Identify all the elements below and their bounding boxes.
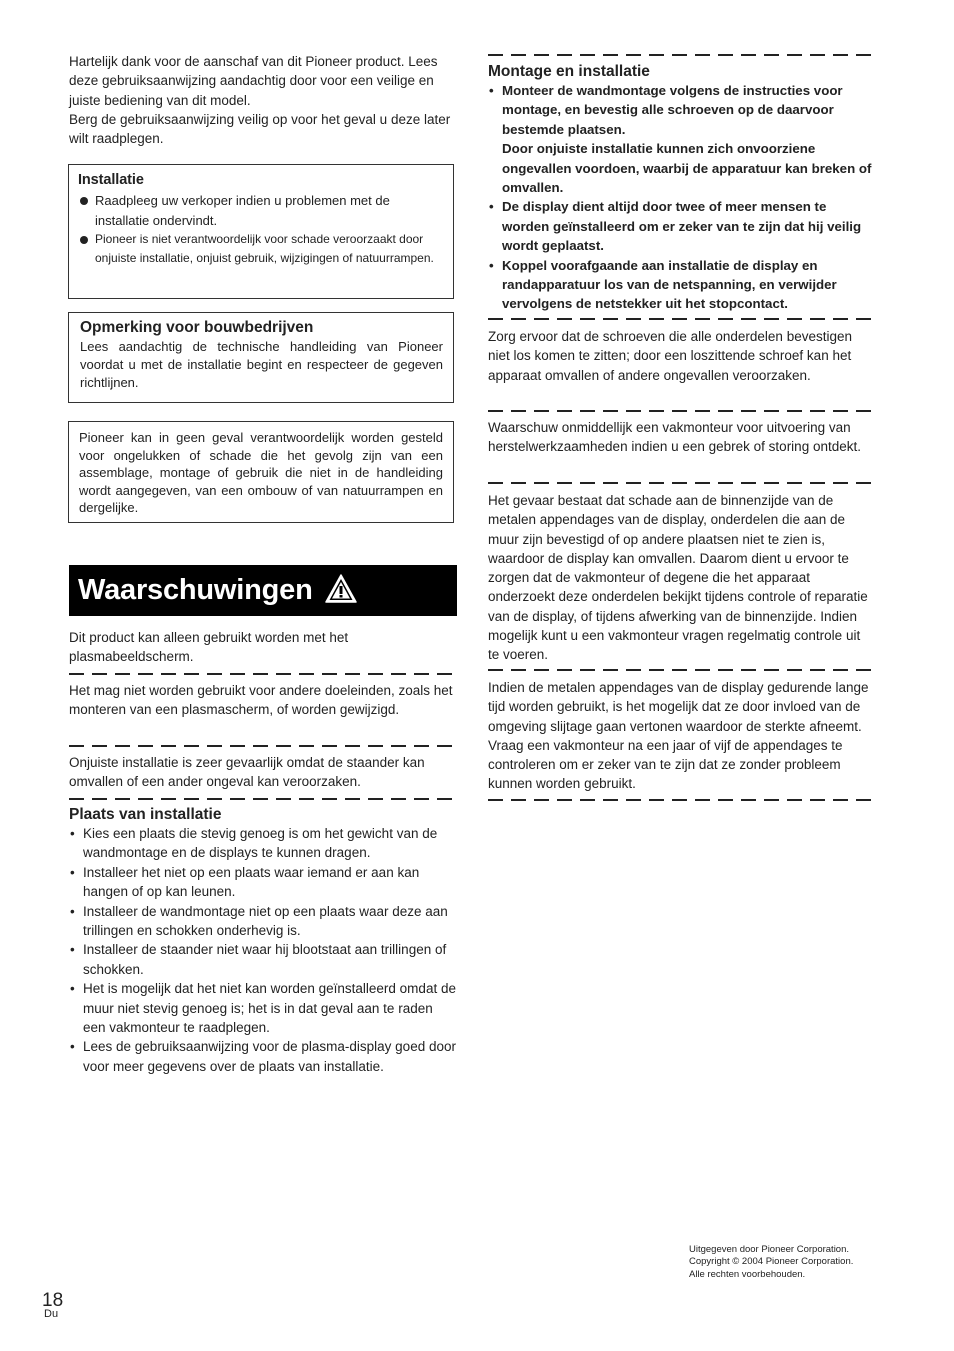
dashed-divider bbox=[488, 410, 874, 412]
list-item: • Installeer de wandmontage niet op een plaats waar deze aan trillingen en schokken onderhevig is. bbox=[69, 902, 457, 941]
bouwbedrijven-box bbox=[68, 312, 454, 403]
bouwbedrijven-text: Lees aandachtig de technische handleiding van Pioneer voordat u met de installatie begint en respecteer de gegeven richtlijnen. bbox=[80, 339, 443, 390]
list-item: • Monteer de wandmontage volgens de instructies voor montage, en bevestig alle schroeven op de daarvoor bestemde plaatsen. Door onjuiste installatie kunnen zich onvoorziene ongevallen voordoen, waarbij de apparatuur kan breken of omvallen. bbox=[488, 81, 874, 197]
intro-paragraph-2: Berg de gebruiksaanwijzing veilig op voor het geval u deze later wilt raadplegen. bbox=[69, 111, 451, 147]
plaats-section bbox=[69, 805, 457, 1076]
installatie-title: Installatie bbox=[78, 172, 144, 188]
list-item: • Kies een plaats die stevig genoeg is om het gewicht van de wandmontage en de displays te kunnen dragen. bbox=[69, 824, 457, 863]
bullet-icon bbox=[80, 197, 88, 205]
bullet-icon bbox=[80, 236, 88, 244]
list-item: Pioneer is niet verantwoordelijk voor schade veroorzaakt door onjuiste installatie, onjuist gebruik, wijzigingen of natuurrampen. bbox=[78, 230, 443, 268]
page-number: 18 bbox=[42, 1290, 64, 1311]
list-item: • Lees de gebruiksaanwijzing voor de plasma-display goed door voor meer gegevens over de plaats van installatie. bbox=[69, 1037, 457, 1076]
dashed-divider bbox=[69, 745, 457, 747]
warnings-banner bbox=[69, 565, 457, 616]
list-item: • De display dient altijd door twee of meer mensen te worden geïnstalleerd om er zeker van te zijn dat hij veilig wordt geplaatst. bbox=[488, 197, 874, 255]
language-code: Du bbox=[44, 1308, 59, 1320]
dashed-divider bbox=[69, 798, 457, 800]
warnings-title: Waarschuwingen bbox=[78, 574, 313, 606]
liability-box bbox=[68, 421, 454, 523]
plaats-title: Plaats van installatie bbox=[69, 806, 222, 823]
warning-paragraph-1: Dit product kan alleen gebruikt worden met het plasmabeeldscherm. bbox=[69, 630, 349, 665]
list-item: • Het is mogelijk dat het niet kan worden geïnstalleerd omdat de muur niet stevig genoeg is; het is in dat geval aan te raden een vakmonteur te raadplegen. bbox=[69, 979, 457, 1037]
dashed-divider bbox=[488, 669, 874, 671]
plaats-list bbox=[69, 824, 457, 1076]
dashed-divider bbox=[488, 799, 874, 801]
right-paragraph-1: Zorg ervoor dat de schroeven die alle onderdelen bevestigen niet los komen te zitten; door een loszittende schroef kan het apparaat omvallen of andere ongevallen veroorzaken. bbox=[488, 329, 852, 383]
montage-list bbox=[488, 81, 874, 314]
right-paragraph-2: Waarschuw onmiddellijk een vakmonteur voor uitvoering van herstelwerkzaamheden indien u een gebrek of storing ontdekt. bbox=[488, 420, 861, 455]
list-item: • Installeer de staander niet waar hij blootstaat aan trillingen of schokken. bbox=[69, 940, 457, 979]
liability-text: Pioneer kan in geen geval verantwoordelijk worden gesteld voor ongelukken of schade die het gevolg zijn van een assemblage, montage of gebruik die niet in de handleiding wordt aangegeven, van een ombouw of van natuurrampen en dergelijke. bbox=[79, 430, 443, 516]
intro-text bbox=[69, 52, 457, 148]
montage-title: Montage en installatie bbox=[488, 63, 650, 80]
right-paragraph-4: Indien de metalen appendages van de display gedurende lange tijd worden gebruikt, is het mogelijk dat ze door invloed van de omgeving slijtage gaan vertonen waardoor de sterkte afneemt. Vraag een vakmonteur na een jaar of vijf de appendages te controleren om er zeker van te zijn dat ze zonder probleem kunnen worden gebruikt. bbox=[488, 680, 869, 792]
warning-paragraph-2: Het mag niet worden gebruikt voor andere doeleinden, zoals het monteren van een plasmascherm, of worden gewijzigd. bbox=[69, 683, 453, 718]
list-item: Raadpleeg uw verkoper indien u problemen met de installatie ondervindt. bbox=[78, 191, 443, 230]
installatie-box bbox=[68, 164, 454, 299]
warning-triangle-icon bbox=[324, 573, 358, 609]
dashed-divider bbox=[488, 54, 874, 56]
right-paragraph-3: Het gevaar bestaat dat schade aan de binnenzijde van de metalen appendages van de display, onderdelen die aan de muur zijn bevestigd of op andere plaatsen niet te zien is, waardoor de display kan omvallen. Daarom dient u ervoor te zorgen dat de vakmonteur of degene die het apparaat onderzoekt deze onderdelen bekijkt tijdens controle of reparatie van de display, of tijdens afwerking van de binnenzijde. Indien mogelijk kunt u een vakmonteur vragen regelmatig controle uit te voeren. bbox=[488, 493, 868, 663]
list-item: • Installeer het niet op een plaats waar iemand er aan kan hangen of op kan leunen. bbox=[69, 863, 457, 902]
dashed-divider bbox=[488, 482, 874, 484]
publisher-note: Uitgegeven door Pioneer Corporation. Copyright © 2004 Pioneer Corporation. Alle rechten voorbehouden. bbox=[689, 1244, 854, 1280]
list-item: • Koppel voorafgaande aan installatie de display en randapparatuur los van de netspanning, en verwijder vervolgens de netstekker uit het stopcontact. bbox=[488, 256, 874, 314]
bouwbedrijven-title: Opmerking voor bouwbedrijven bbox=[80, 319, 314, 336]
montage-section bbox=[488, 62, 874, 314]
intro-paragraph-1: Hartelijk dank voor de aanschaf van dit Pioneer product. Lees deze gebruiksaanwijzing aandachtig door voor een veilige en juiste bediening van dit model. bbox=[69, 54, 438, 108]
installatie-list bbox=[78, 191, 443, 268]
dashed-divider bbox=[488, 318, 874, 320]
warning-paragraph-3: Onjuiste installatie is zeer gevaarlijk omdat de staander kan omvallen of een ander ongeval kan veroorzaken. bbox=[69, 755, 425, 790]
dashed-divider bbox=[69, 673, 457, 675]
